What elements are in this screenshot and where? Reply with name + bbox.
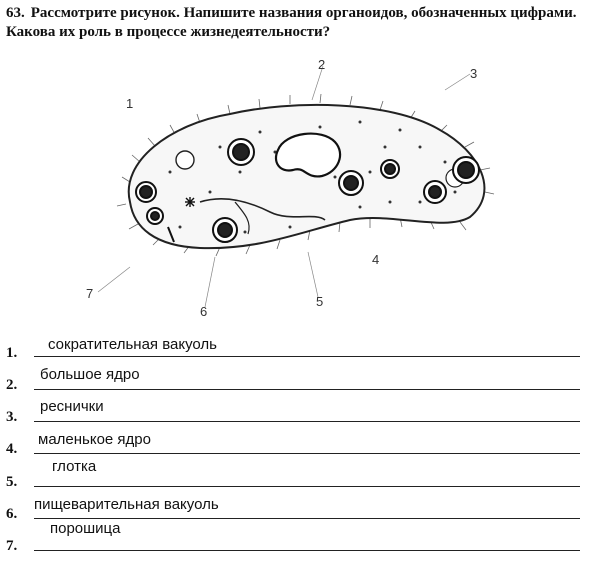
figure-label-2: 2 [318, 57, 326, 72]
answer-number-5: 5. [6, 474, 18, 490]
answer-line-5 [34, 486, 580, 487]
answer-text-4[interactable]: маленькое ядро [38, 431, 151, 448]
answer-text-2[interactable]: большое ядро [40, 366, 140, 383]
figure-label-7: 7 [86, 286, 94, 301]
answer-number-6: 6. [6, 506, 18, 522]
paramecium-figure [60, 52, 530, 322]
answer-text-7[interactable]: порошица [50, 520, 121, 537]
answer-line-6 [34, 518, 580, 519]
answer-text-3[interactable]: реснички [40, 398, 104, 415]
answer-line-4 [34, 453, 580, 454]
paramecium-drawing [60, 52, 530, 322]
figure-label-6: 6 [200, 304, 208, 319]
answer-number-7: 7. [6, 538, 18, 554]
answer-number-2: 2. [6, 377, 18, 393]
figure-label-5: 5 [316, 294, 324, 309]
answer-line-7 [34, 550, 580, 551]
answer-number-4: 4. [6, 441, 18, 457]
answer-number-3: 3. [6, 409, 18, 425]
answer-text-1[interactable]: сократительная вакуоль [48, 336, 217, 353]
task-statement [6, 4, 594, 42]
figure-label-3: 3 [470, 66, 478, 81]
answer-line-2 [34, 389, 580, 390]
task-text: Рассмотрите рисунок. Напишите названия органоидов, обозначенных цифрами. Какова их роль в процессе жизнедеятельности? [6, 5, 577, 40]
figure-label-4: 4 [372, 252, 380, 267]
answer-number-1: 1. [6, 345, 18, 361]
answer-text-5[interactable]: глотка [52, 458, 97, 475]
answer-text-6[interactable]: пищеварительная вакуоль [34, 496, 219, 513]
answer-line-3 [34, 421, 580, 422]
figure-label-1: 1 [126, 96, 134, 111]
answer-line-1 [34, 356, 580, 357]
task-number: 63. [6, 5, 25, 21]
